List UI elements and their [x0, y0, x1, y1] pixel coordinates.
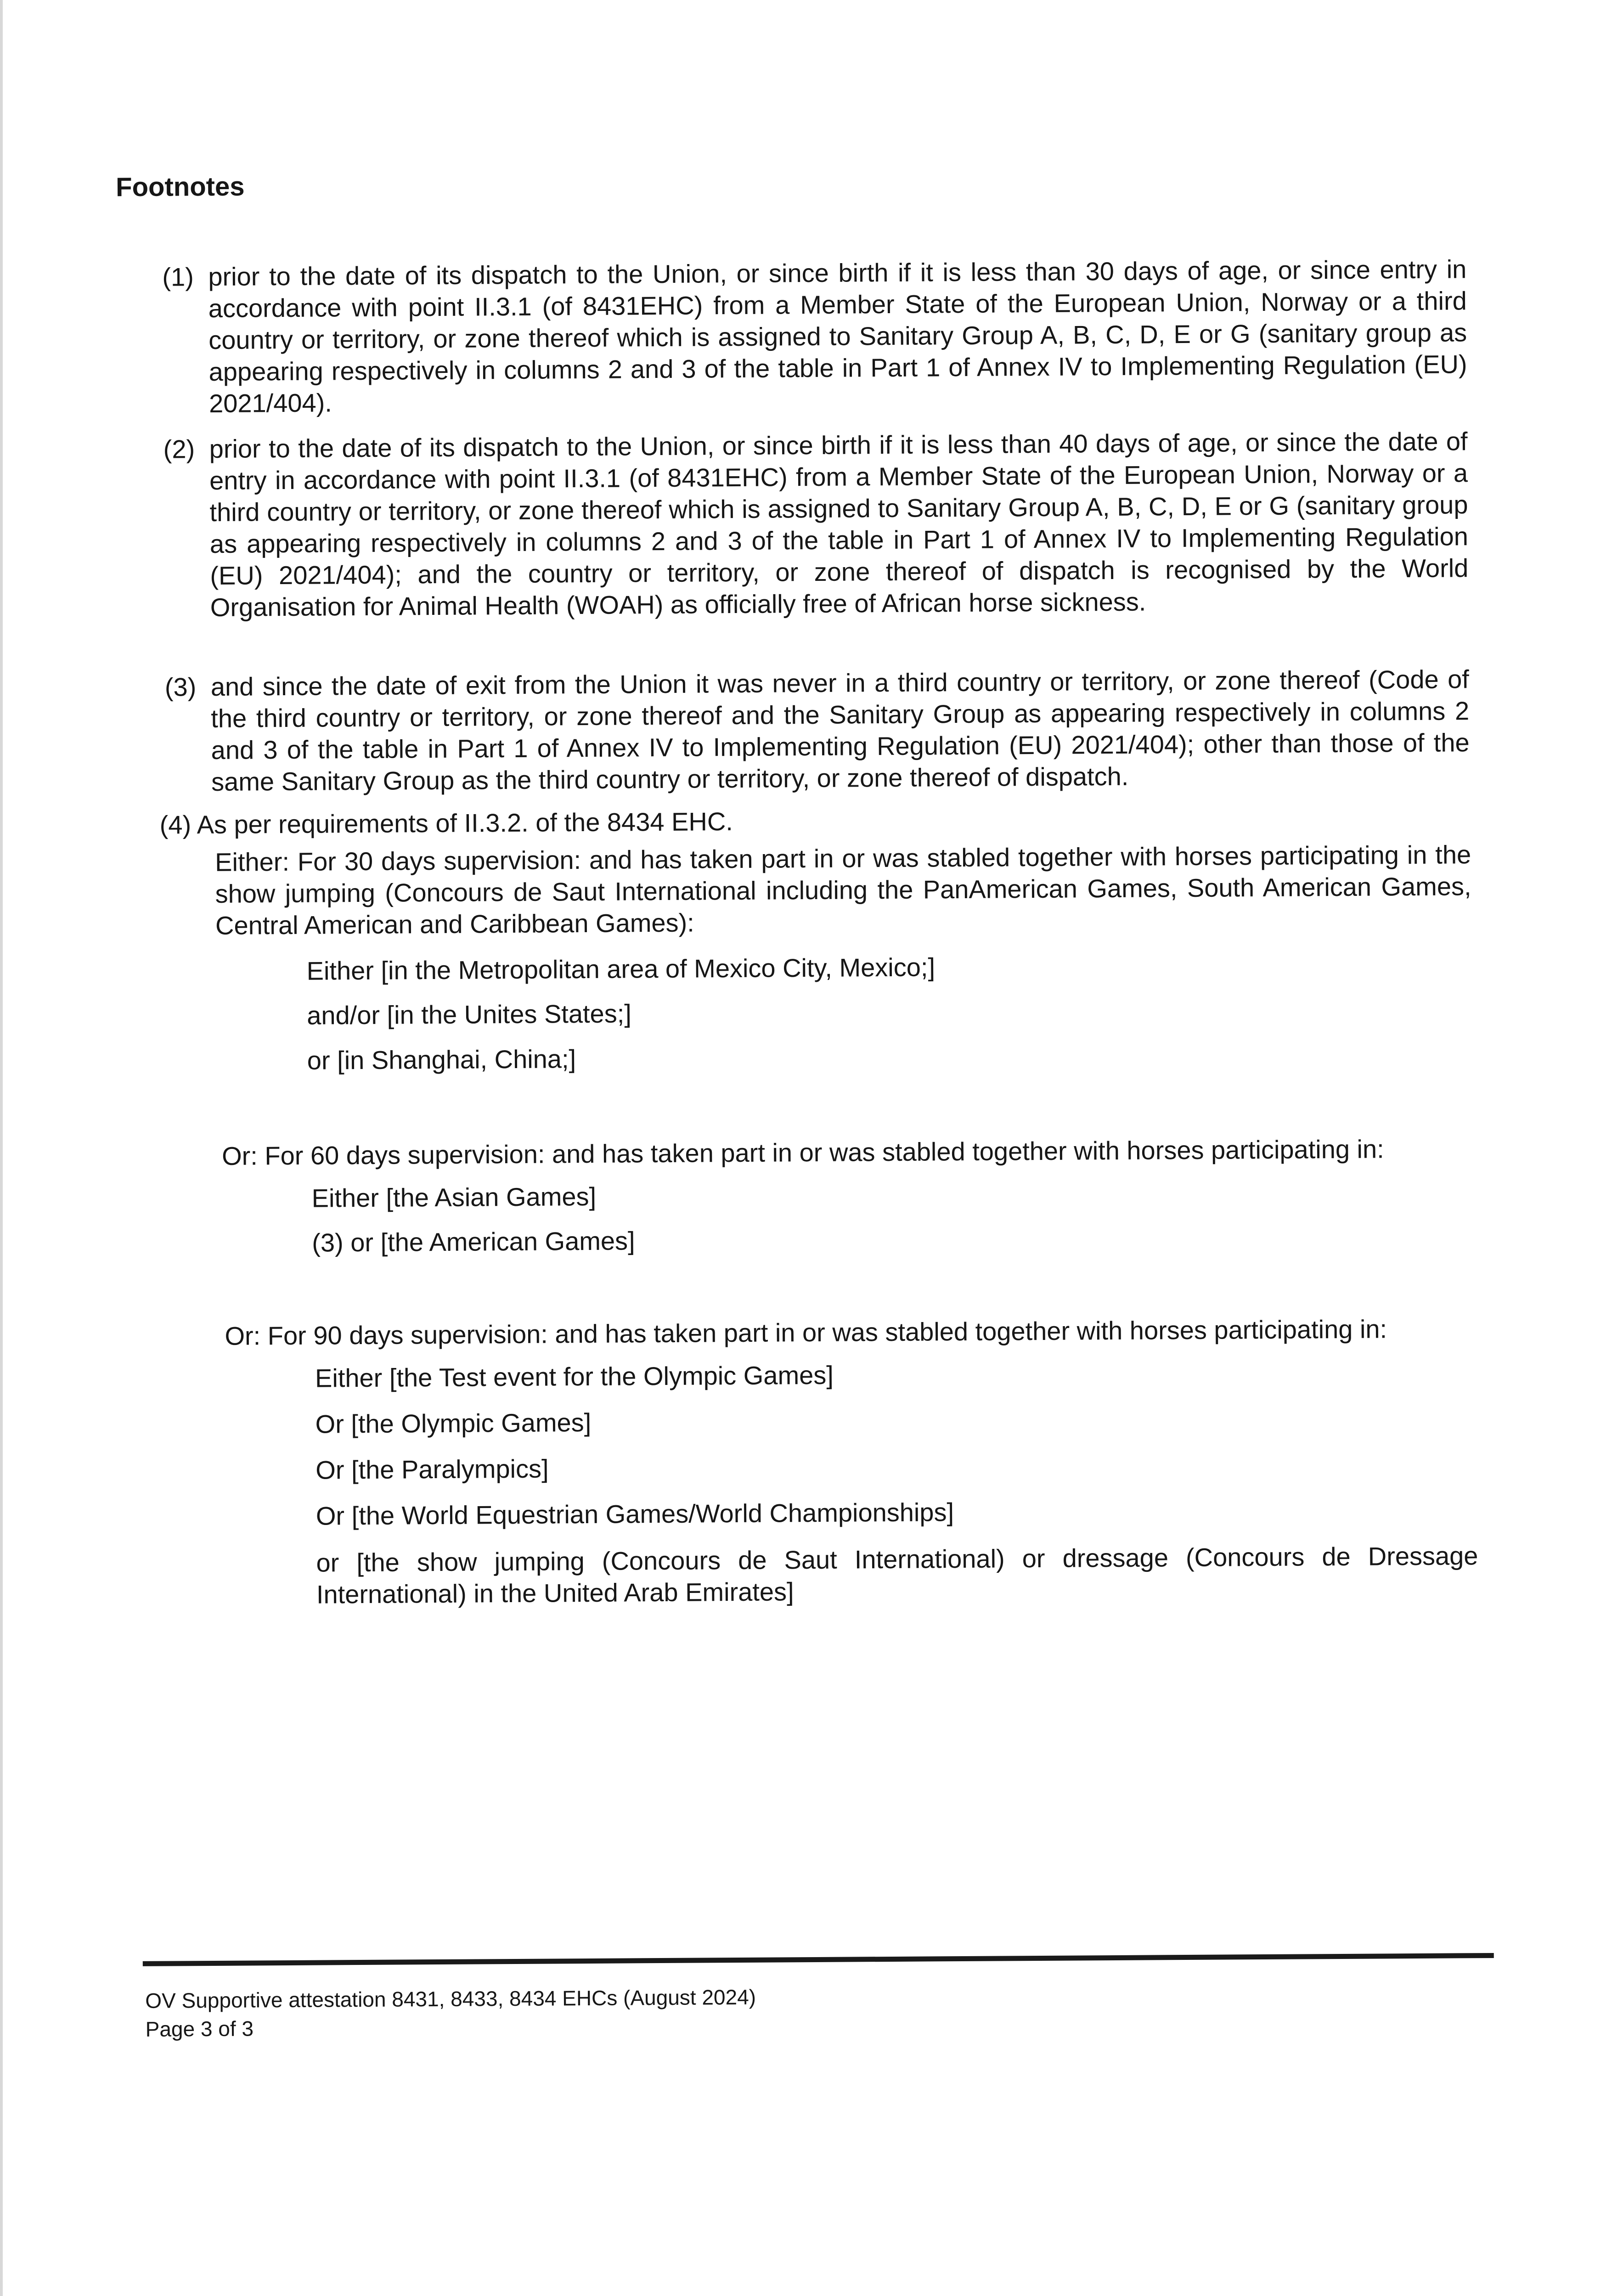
option-90-item: Or [the World Equestrian Games/World Championships]	[316, 1497, 954, 1531]
footnotes-heading: Footnotes	[115, 171, 245, 203]
footnote-2	[163, 425, 1468, 623]
option-60-item: Either [the Asian Games]	[311, 1182, 597, 1213]
footnote-1	[162, 253, 1467, 419]
option-60-days-text: Or: For 60 days supervision: and has taken part in or was stabled together with horses participating in:	[221, 1134, 1384, 1171]
option-60-item: (3) or [the American Games]	[312, 1226, 635, 1257]
footnote-number: (3)	[164, 672, 197, 702]
footnote-text: and since the date of exit from the Union it was never in a third country or territory, or zone thereof (Code of the third country or territory, or zone thereof and the Sanitary Group as appearing respectively in columns 2 and 3 of the table in Part 1 of Annex IV to Implementing Regulation (EU) 2021/404); other than those of the same Sanitary Group as the third country or territory, or zone thereof of dispatch.	[210, 664, 1470, 796]
option-90-item: Either [the Test event for the Olympic Games]	[315, 1360, 834, 1393]
option-30-days-text: Either: For 30 days supervision: and has taken part in or was stabled together with horses participating in the show jumping (Concours de Saut International including the PanAmerican Games, South American Games, Central American and Caribbean Games):	[214, 840, 1471, 940]
option-30-item: and/or [in the Unites States;]	[307, 999, 632, 1030]
option-30-item: or [in Shanghai, China;]	[307, 1044, 576, 1075]
footnote-text: prior to the date of its dispatch to the Union, or since birth if it is less than 40 days of age, or since the date of entry in accordance with point II.3.1 (of 8431EHC) from a Member State of the European Union, Norway or a third country or territory, or zone thereof which is assigned to Sanitary Group A, B, C, D, E or G (sanitary group as appearing respectively in columns 2 and 3 of the table in Part 1 of Annex IV to Implementing Regulation (EU) 2021/404); and the country or territory, or zone thereof of dispatch is recognised by the World Organisation for Animal Health (WOAH) as officially free of African horse sickness.	[209, 427, 1469, 622]
option-90-item: or [the show jumping (Concours de Saut International) or dressage (Concours de Dressage International) in the United Arab Emirates]	[316, 1541, 1478, 1609]
page-number: Page 3 of 3	[145, 2016, 254, 2041]
option-90-days-text: Or: For 90 days supervision: and has taken part in or was stabled together with horses participating in:	[225, 1314, 1387, 1351]
option-90-item: Or [the Paralympics]	[316, 1454, 549, 1485]
footnote-3	[165, 663, 1470, 798]
footer-title: OV Supportive attestation 8431, 8433, 8434 EHCs (August 2024)	[145, 1985, 756, 2013]
option-30-item: Either [in the Metropolitan area of Mexico City, Mexico;]	[306, 952, 935, 985]
footnote-number: (1)	[162, 262, 194, 292]
footnote-text: prior to the date of its dispatch to the Union, or since birth if it is less than 30 days of age, or since entry in accordance with point II.3.1 (of 8431EHC) from a Member State of the European Union, Norway or a third country or territory, or zone thereof which is assigned to Sanitary Group A, B, C, D, E or G (sanitary group as appearing respectively in columns 2 and 3 of the table in Part 1 of Annex IV to Implementing Regulation (EU) 2021/404).	[208, 254, 1467, 418]
footnote-number: (2)	[163, 434, 195, 464]
option-90-item: Or [the Olympic Games]	[315, 1407, 592, 1439]
footnote-4-intro: (4) As per requirements of II.3.2. of the 8434 EHC.	[159, 807, 733, 839]
footer-divider	[143, 1953, 1494, 1966]
